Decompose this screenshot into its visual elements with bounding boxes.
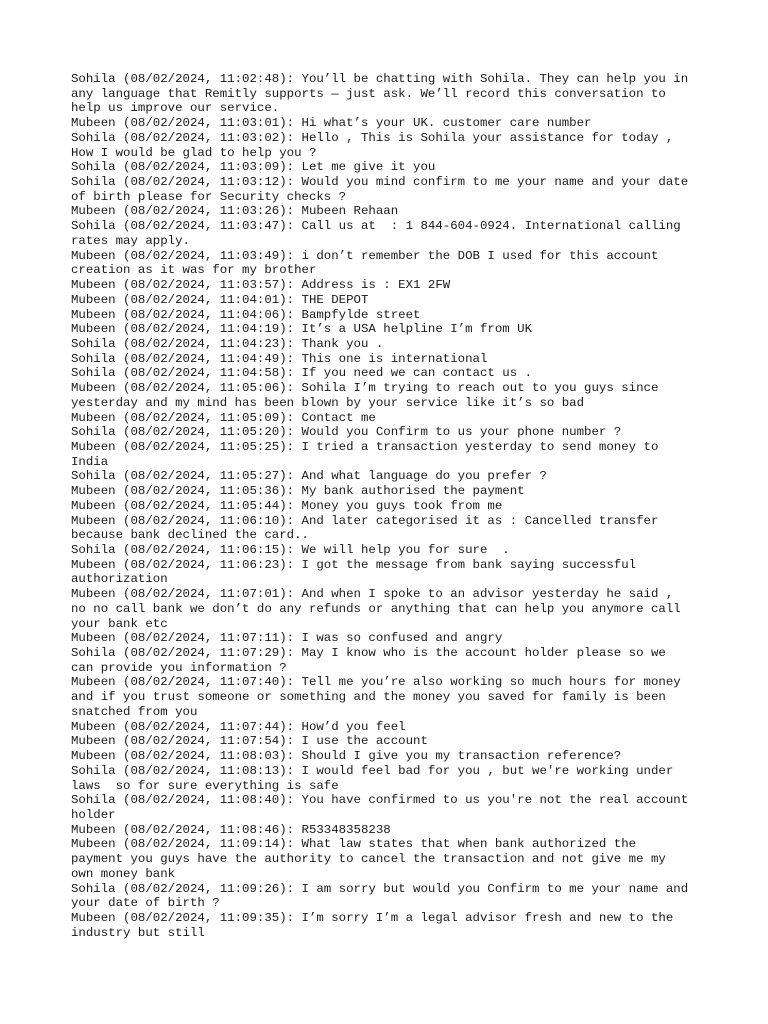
transcript-line: Mubeen (08/02/2024, 11:03:26): Mubeen Rehaan (71, 204, 399, 219)
transcript-line: can provide you information ? (71, 660, 287, 675)
transcript-line: yesterday and my mind has been blown by your service like it’s so bad (71, 395, 585, 410)
transcript-line: Sohila (08/02/2024, 11:06:15): We will help you for sure . (71, 543, 510, 557)
transcript-line: Mubeen (08/02/2024, 11:04:01): THE DEPOT (71, 292, 369, 307)
transcript-line: Mubeen (08/02/2024, 11:04:19): It’s a USA helpline I’m from UK (71, 322, 533, 337)
transcript-line: Mubeen (08/02/2024, 11:07:11): I was so confused and angry (71, 631, 503, 646)
transcript-line: Mubeen (08/02/2024, 11:09:35): I’m sorry I’m a legal advisor fresh and new to the (71, 910, 674, 925)
transcript-line: of birth please for Security checks ? (71, 189, 347, 204)
transcript-line: authorization (71, 572, 168, 587)
transcript-line: Sohila (08/02/2024, 11:03:47): Call us at : 1 844-604-0924. International calling (71, 219, 681, 234)
transcript-line: How I would be glad to help you ? (71, 145, 317, 160)
transcript-line: Mubeen (08/02/2024, 11:08:03): Should I give you my transaction reference? (71, 749, 622, 764)
transcript-line: India (71, 454, 109, 469)
transcript-line: Mubeen (08/02/2024, 11:07:40): Tell me you’re also working so much hours for money (71, 675, 681, 690)
transcript-line: own money bank (71, 866, 176, 881)
transcript-line: holder (71, 807, 116, 822)
transcript-line: payment you guys have the authority to cancel the transaction and not give me my (71, 852, 666, 867)
transcript-line: Mubeen (08/02/2024, 11:05:44): Money you guys took from me (71, 498, 503, 513)
transcript-line: Mubeen (08/02/2024, 11:05:09): Contact me (71, 410, 376, 425)
transcript-line: Mubeen (08/02/2024, 11:07:44): How’d you feel (71, 719, 406, 734)
transcript-line: because bank declined the card.. (71, 528, 309, 543)
transcript-line: Sohila (08/02/2024, 11:07:29): May I know who is the account holder please so we (71, 646, 666, 661)
transcript-line: Sohila (08/02/2024, 11:04:49): This one is international (71, 351, 488, 366)
transcript-line: Sohila (08/02/2024, 11:03:09): Let me give it you (71, 160, 436, 175)
transcript-line: Sohila (08/02/2024, 11:03:02): Hello , This is Sohila your assistance for today , (71, 130, 674, 145)
transcript-line: Mubeen (08/02/2024, 11:05:25): I tried a transaction yesterday to send money to (71, 439, 659, 454)
transcript-line: Sohila (08/02/2024, 11:05:20): Would you Confirm to us your phone number ? (71, 425, 622, 440)
transcript-line: and if you trust someone or something and the money you saved for family is been (71, 690, 666, 705)
transcript-line: Sohila (08/02/2024, 11:08:40): You have confirmed to us you're not the real account (71, 793, 689, 808)
transcript-line: snatched from you (71, 704, 198, 719)
transcript-line: Mubeen (08/02/2024, 11:08:46): R53348358238 (71, 822, 391, 837)
transcript-line: Mubeen (08/02/2024, 11:05:06): Sohila I’m trying to reach out to you guys since (71, 381, 659, 396)
transcript-line: your date of birth ? (71, 896, 220, 911)
transcript-line: creation as it was for my brother (71, 263, 317, 278)
transcript-line: any language that Remitly supports — just ask. We’ll record this conversation to (71, 86, 666, 101)
transcript-line: Sohila (08/02/2024, 11:08:13): I would feel bad for you , but we're working under (71, 763, 674, 778)
transcript-line: Mubeen (08/02/2024, 11:03:49): i don’t remember the DOB I used for this account (71, 248, 659, 263)
transcript-line: Mubeen (08/02/2024, 11:03:57): Address is : EX1 2FW (71, 278, 451, 293)
transcript-line: Mubeen (08/02/2024, 11:04:06): Bampfylde street (71, 307, 421, 322)
transcript-line: Sohila (08/02/2024, 11:05:27): And what language do you prefer ? (71, 469, 547, 484)
transcript-line: Sohila (08/02/2024, 11:02:48): You’ll be chatting with Sohila. They can help you in (71, 72, 689, 86)
transcript-line: help us improve our service. (71, 101, 280, 116)
transcript-line: no no call bank we don’t do any refunds or anything that can help you anymore call (71, 601, 681, 616)
transcript-line: Mubeen (08/02/2024, 11:03:01): Hi what’s your UK. customer care number (71, 116, 592, 131)
transcript-line: rates may apply. (71, 233, 190, 248)
chat-transcript (71, 72, 711, 940)
transcript-line: laws so for sure everything is safe (71, 778, 339, 793)
transcript-line: Mubeen (08/02/2024, 11:05:36): My bank authorised the payment (71, 484, 525, 499)
transcript-line: Mubeen (08/02/2024, 11:07:54): I use the account (71, 734, 428, 749)
transcript-line: industry but still (71, 925, 205, 940)
transcript-line: Mubeen (08/02/2024, 11:07:01): And when I spoke to an advisor yesterday he said , (71, 587, 674, 602)
transcript-line: Sohila (08/02/2024, 11:04:58): If you need we can contact us . (71, 366, 533, 381)
transcript-line: Mubeen (08/02/2024, 11:09:14): What law states that when bank authorized the (71, 837, 637, 852)
transcript-line: Sohila (08/02/2024, 11:03:12): Would you mind confirm to me your name and your date (71, 175, 689, 190)
transcript-line: your bank etc (71, 616, 168, 631)
transcript-line: Mubeen (08/02/2024, 11:06:23): I got the message from bank saying successful (71, 557, 637, 572)
transcript-line: Sohila (08/02/2024, 11:09:26): I am sorry but would you Confirm to me your name and (71, 881, 689, 896)
transcript-line: Mubeen (08/02/2024, 11:06:10): And later categorised it as : Cancelled transfer (71, 513, 659, 528)
transcript-line: Sohila (08/02/2024, 11:04:23): Thank you . (71, 336, 384, 351)
